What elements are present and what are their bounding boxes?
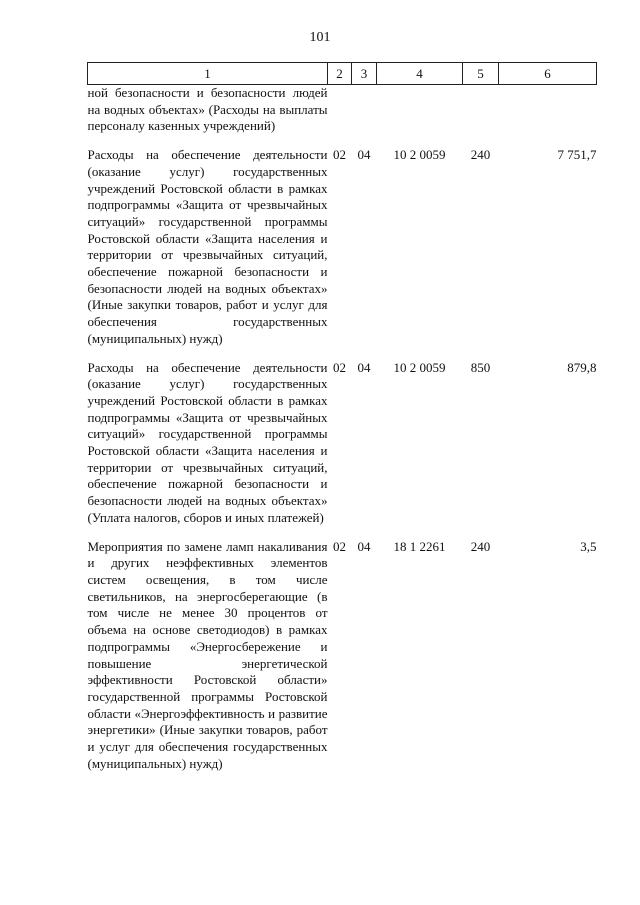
row-section: 02 — [333, 538, 346, 554]
table-row — [88, 527, 597, 773]
row-amount: 7 751,7 — [557, 147, 597, 163]
row-target-code: 10 2 0059 — [393, 147, 446, 163]
row-amount — [499, 85, 597, 136]
table-row — [88, 85, 597, 136]
column-header-3: 3 — [352, 63, 377, 85]
row-subsection: 04 — [357, 359, 371, 375]
row-section: 02 — [333, 359, 346, 375]
row-section: 02 — [333, 147, 346, 163]
row-subsection: 04 — [357, 147, 371, 163]
row-target-code — [377, 85, 463, 136]
row-description: Расходы на обеспечение деятельности (оказание услуг) государственных учреждений Ростовской области в рамках подпрограммы «Защита от чрезвычайных ситуаций» государственной программы Ростовской области «Защита населения и территории от чрезвычайных ситуаций, обеспечение пожарной безопасности и безопасности людей на водных объектах» (Уплата налогов, сборов и иных платежей) — [87, 359, 328, 525]
column-header-1: 1 — [88, 63, 328, 85]
row-description: ной безопасности и безопасности людей на водных объектах» (Расходы на выплаты персоналу казенных учреждений) — [87, 85, 328, 134]
column-header-2: 2 — [328, 63, 352, 85]
row-expense-type — [463, 85, 499, 136]
row-description: Расходы на обеспечение деятельности (оказание услуг) государственных учреждений Ростовской области в рамках подпрограммы «Защита от чрезвычайных ситуаций» государственной программы Ростовской области «Защита населения и территории от чрезвычайных ситуаций, обеспечение пожарной безопасности и безопасности людей на водных объектах» (Иные закупки товаров, работ и услуг для обеспечения государственных (муниципальных) нужд) — [87, 147, 328, 346]
row-amount: 879,8 — [567, 359, 597, 375]
column-header-6: 6 — [499, 63, 597, 85]
row-description: Мероприятия по замене ламп накаливания и других неэффективных элементов систем освещения, в том числе светильников, на энергосберегающие (в том числе не менее 30 процентов от объема на основе светодиодов) в рамках подпрограммы «Энергосбережение и повышение энергетической эффективности Ростовской области» государственной программы Ростовской области «Энергоэффективность и развитие энергетики» (Иные закупки товаров, работ и услуг для обеспечения государственных (муниципальных) нужд) — [87, 538, 328, 771]
row-target-code: 18 1 2261 — [393, 538, 446, 554]
row-amount: 3,5 — [580, 538, 597, 554]
page-number: 101 — [309, 30, 331, 45]
column-header-5: 5 — [463, 63, 499, 85]
row-subsection: 04 — [357, 538, 371, 554]
row-expense-type: 240 — [470, 538, 491, 554]
row-target-code: 10 2 0059 — [393, 359, 446, 375]
table-row — [88, 348, 597, 527]
row-subsection — [352, 85, 377, 136]
row-expense-type: 240 — [470, 147, 491, 163]
row-section — [328, 85, 352, 136]
column-header-4: 4 — [377, 63, 463, 85]
budget-table — [87, 62, 597, 772]
table-row — [88, 135, 597, 347]
header-row — [88, 63, 597, 85]
row-expense-type: 850 — [470, 359, 491, 375]
